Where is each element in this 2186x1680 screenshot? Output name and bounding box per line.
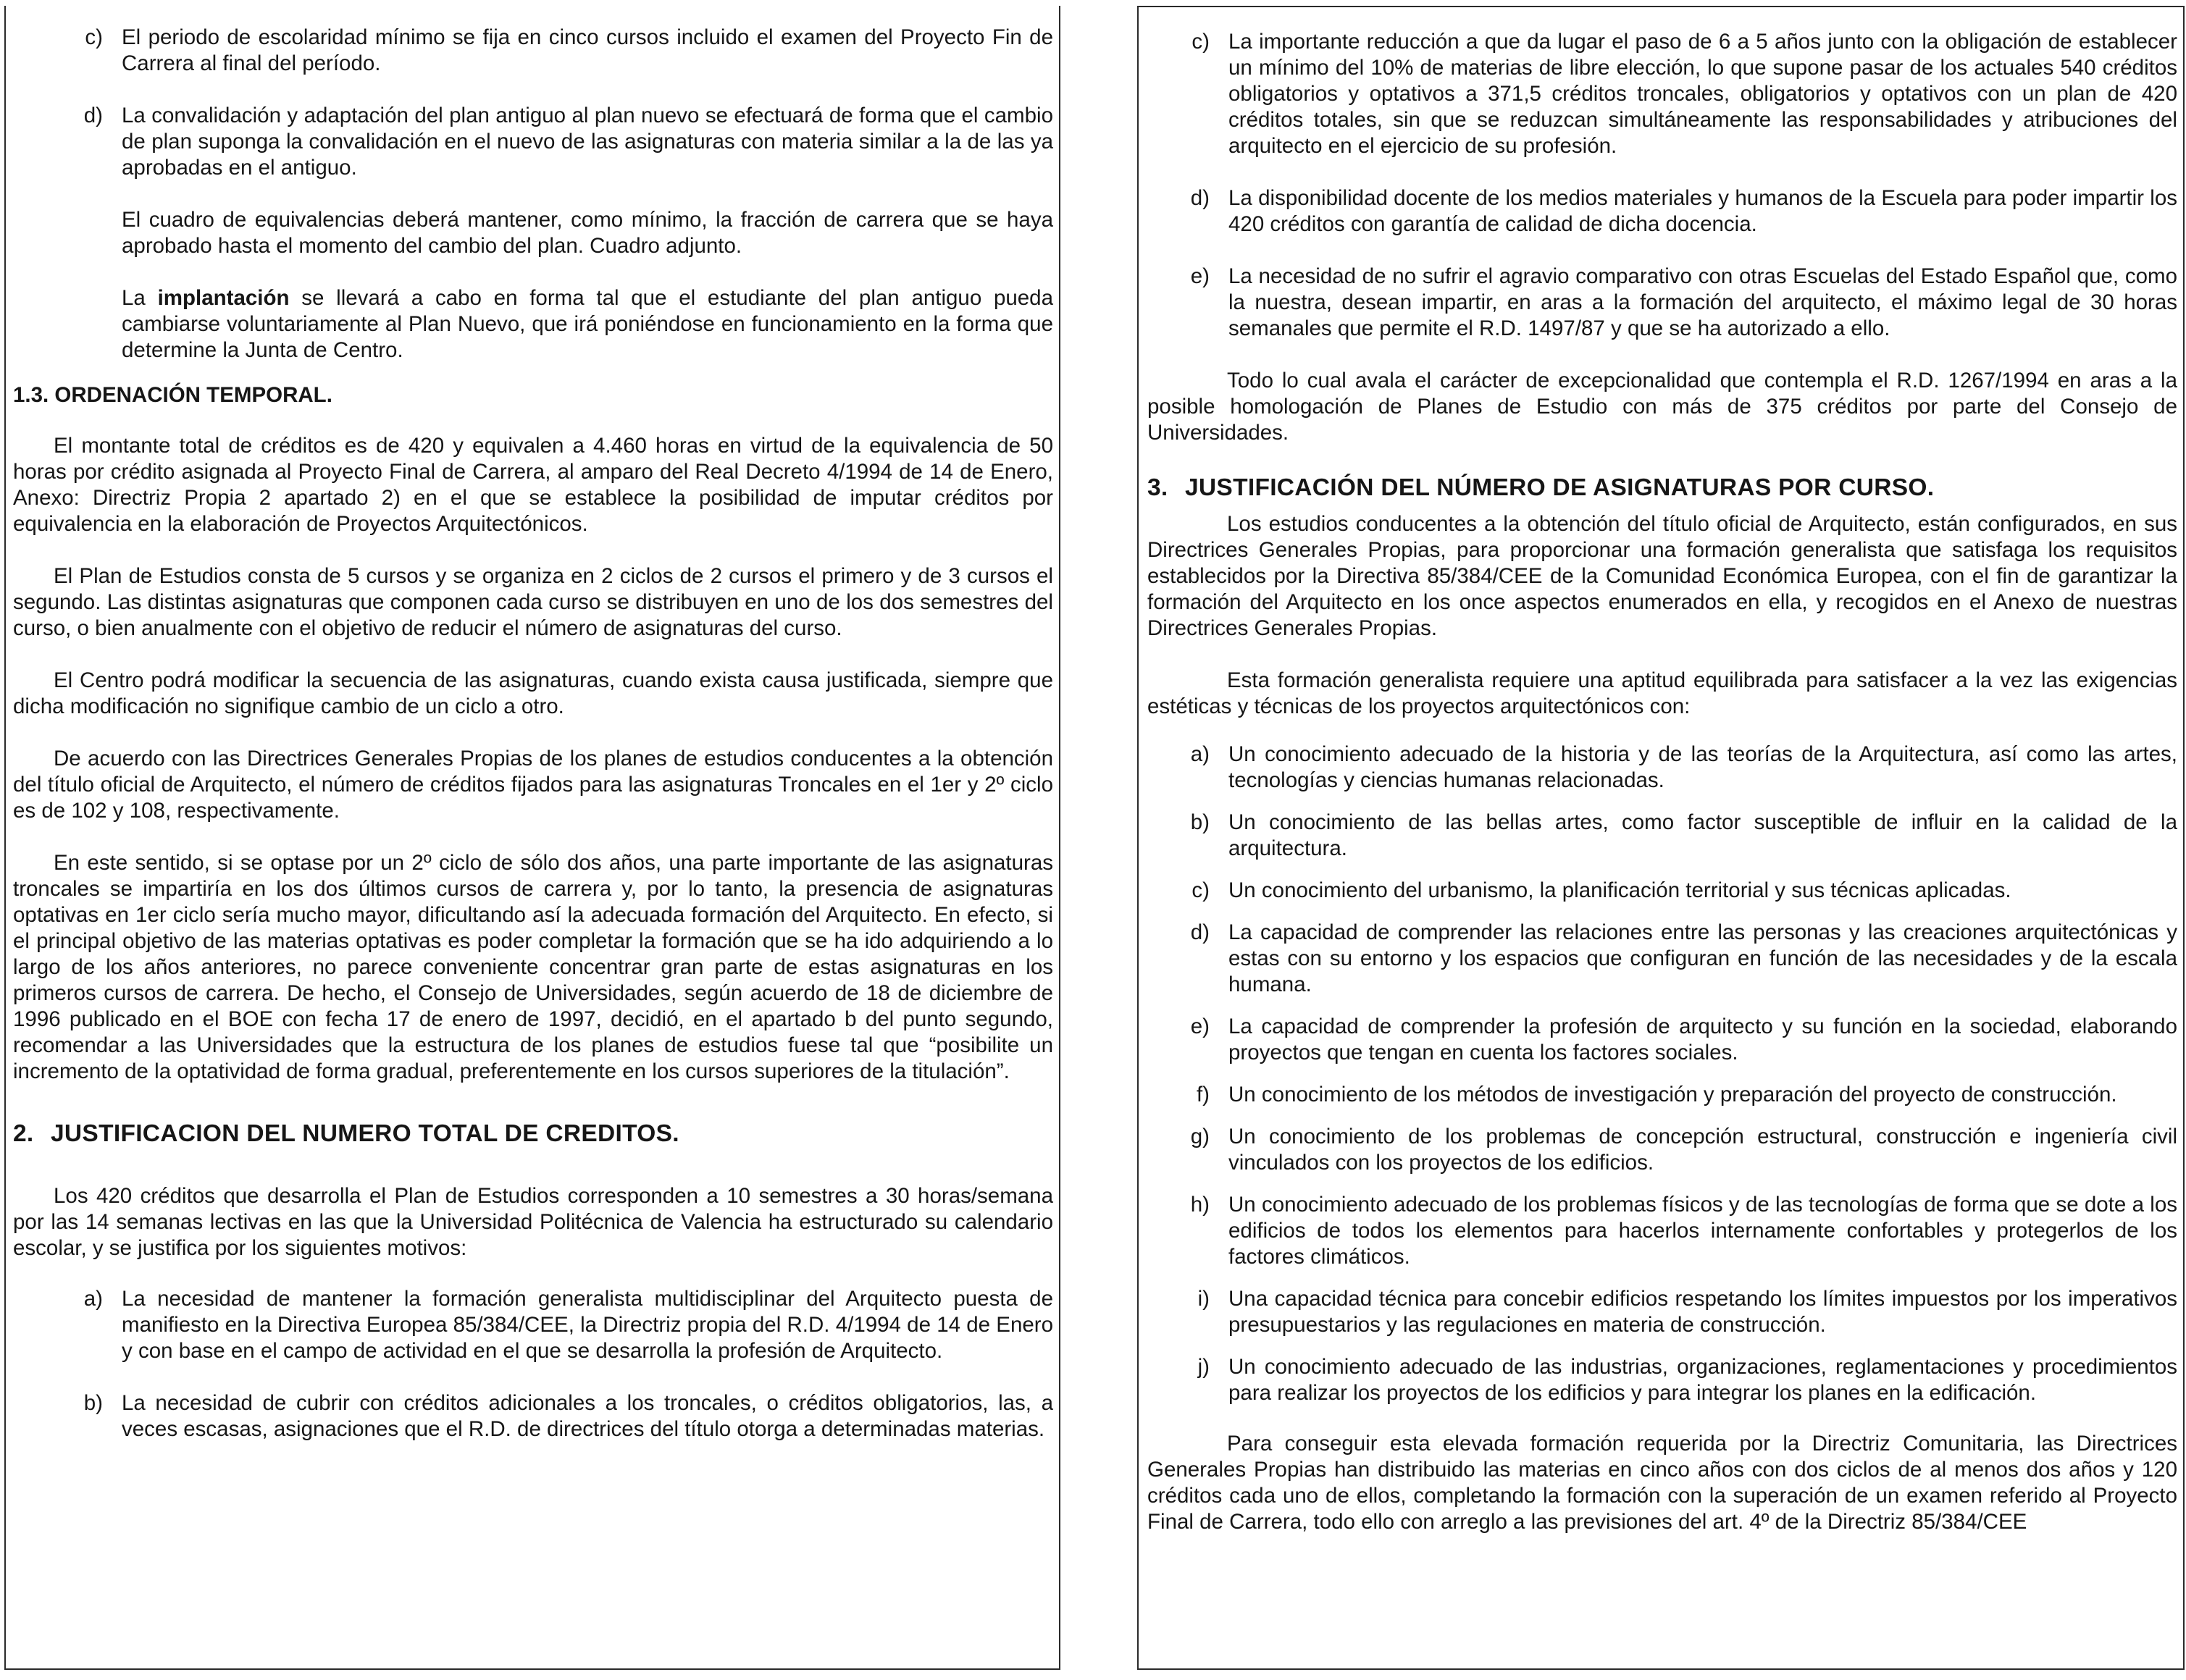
list-text: La importante reducción a que da lugar el paso de 6 a 5 años junto con la obligación de establecer un mínimo del 10% de materias de libre elección, lo que supone pasar de los actuales 540 créditos obligatorios y optativos a 371,5 créditos troncales, obligatorios y optativos con un plan de 420 créditos totales, sin que se reduzcan simultáneamente las responsabilidades y atribuciones del arquitecto en el ejercicio de su profesión. [1228, 30, 2177, 158]
list-item-b [1147, 810, 2177, 862]
left-column [4, 6, 1060, 1670]
list-item-b [13, 1390, 1053, 1442]
list-text: Un conocimiento adecuado de los problemas físicos y de las tecnologías de forma que se dote a los edificios de todos los elementos para hacerlos internamente confortables y protegerlos de los factores climáticos. [1228, 1193, 2177, 1269]
implantacion-paragraph [13, 285, 1053, 364]
list-label: c) [85, 25, 103, 49]
list-label: j) [1197, 1355, 1210, 1379]
paragraph-1-3-4: De acuerdo con las Directrices Generales Propias de los planes de estudios conducentes a la obtención del título oficial de Arquitecto, el número de créditos fijados para las asignaturas Troncales en el 1er y 2º ciclo es de 102 y 108, respectivamente. [13, 747, 1053, 823]
list-item-e [1147, 264, 2177, 342]
list-label: c) [1192, 30, 1210, 54]
section-1-3-heading: 1.3. ORDENACIÓN TEMPORAL. [13, 383, 332, 407]
section-3-number: 3. [1147, 474, 1168, 501]
list-label: b) [1190, 810, 1210, 834]
list-text: La necesidad de no sufrir el agravio comparativo con otras Escuelas del Estado Español que, como la nuestra, desean impartir, en aras a la formación del arquitecto, el máximo legal de 30 horas semanales que permite el R.D. 1497/87 y que se ha autorizado a ello. [1228, 264, 2177, 340]
list-item-a [1147, 742, 2177, 794]
section-2-number: 2. [13, 1120, 34, 1147]
list-item-g [1147, 1124, 2177, 1176]
list-text: Una capacidad técnica para concebir edificios respetando los límites impuestos por los imperativos presupuestarios y las regulaciones en materia de construcción. [1228, 1287, 2177, 1337]
list-text: La capacidad de comprender la profesión de arquitecto y su función en la sociedad, elaborando proyectos que tengan en cuenta los factores sociales. [1228, 1015, 2177, 1064]
paragraph-1-3-1: El montante total de créditos es de 420 y equivalen a 4.460 horas en virtud de la equivalencia de 50 horas por crédito asignada al Proyecto Final de Carrera, al amparo del Real Decreto 4/1994 de 14 de Enero, Anexo: Directriz Propia 2 apartado 2) en el que se establece la posibilidad de imputar créditos por equivalencia en la elaboración de Proyectos Arquitectónicos. [13, 434, 1053, 536]
paragraph-1-3-3: El Centro podrá modificar la secuencia de las asignaturas, cuando exista causa justificada, siempre que dicha modificación no signifique cambio de un ciclo a otro. [13, 668, 1053, 718]
list-label: g) [1190, 1125, 1210, 1148]
list-item-e [1147, 1014, 2177, 1066]
list-label: a) [83, 1287, 103, 1311]
list-item-a [13, 1286, 1053, 1364]
list-label: i) [1197, 1287, 1210, 1311]
section-3-conclusion: Para conseguir esta elevada formación requerida por la Directriz Comunitaria, las Directrices Generales Propias han distribuido las materias en cinco años con dos ciclos de al menos dos años y 120 créditos cada uno de ellos, completando la formación con la superación de un examen referido al Proyecto Final de Carrera, todo ello con arreglo a las previsiones del art. 4º de la Directriz 85/384/CEE [1147, 1432, 2177, 1534]
section-2-conclusion: Todo lo cual avala el carácter de excepcionalidad que contempla el R.D. 1267/1994 en aras a la posible homologación de Planes de Estudio con más de 375 créditos por parte del Consejo de Universidades. [1147, 369, 2177, 445]
list-item-h [1147, 1192, 2177, 1270]
implantacion-rest: se llevará a cabo en forma tal que el estudiante del plan antiguo pueda cambiarse voluntariamente al Plan Nuevo, que irá poniéndose en funcionamiento en la forma que determine la Junta de Centro. [122, 286, 1053, 362]
list-text: La disponibilidad docente de los medios materiales y humanos de la Escuela para poder impartir los 420 créditos con garantía de calidad de dicha docencia. [1228, 186, 2177, 236]
equivalencias-paragraph: El cuadro de equivalencias deberá mantener, como mínimo, la fracción de carrera que se haya aprobado hasta el momento del cambio del plan. Cuadro adjunto. [122, 208, 1053, 258]
section-2-title: JUSTIFICACION DEL NUMERO TOTAL DE CREDITOS. [51, 1120, 679, 1147]
list-text: Un conocimiento adecuado de la historia y de las teorías de la Arquitectura, así como las artes, tecnologías y ciencias humanas relacionadas. [1228, 742, 2177, 792]
list-label: f) [1196, 1083, 1210, 1106]
implantacion-prefix: La [122, 286, 158, 310]
section-3-lead: Esta formación generalista requiere una aptitud equilibrada para satisfacer a la vez las exigencias estéticas y técnicas de los proyectos arquitectónicos con: [1147, 668, 2177, 718]
list-item-j [1147, 1354, 2177, 1406]
list-label: a) [1190, 742, 1210, 766]
section-3-heading [1147, 475, 2177, 501]
list-label: e) [1190, 264, 1210, 288]
section-2-heading [13, 1121, 1053, 1147]
paragraph-1-3-2: El Plan de Estudios consta de 5 cursos y se organiza en 2 ciclos de 2 cursos el primero y de 3 cursos el segundo. Las distintas asignaturas que componen cada curso se distribuyen en uno de los dos semestres del curso, o bien anualmente con el objetivo de reducir el número de asignaturas del curso. [13, 564, 1053, 640]
list-text: Un conocimiento de las bellas artes, como factor susceptible de influir en la calidad de la arquitectura. [1228, 810, 2177, 860]
list-text: La convalidación y adaptación del plan antiguo al plan nuevo se efectuará de forma que el cambio de plan suponga la convalidación en el nuevo de las asignaturas con materia similar a la de las ya aprobadas en el antiguo. [122, 104, 1053, 180]
list-item-c [1147, 29, 2177, 159]
section-3-intro: Los estudios conducentes a la obtención del título oficial de Arquitecto, están configurados, en sus Directrices Generales Propias, para proporcionar una formación generalista que satisfaga los requisitos establecidos por la Directiva 85/384/CEE de la Comunidad Económica Europea, con el fin de garantizar la formación del Arquitecto en los once aspectos enumerados en ella, y recogidos en el Anexo de nuestras Directrices Generales Propias. [1147, 512, 2177, 640]
list-text: El periodo de escolaridad mínimo se fija en cinco cursos incluido el examen del Proyecto Fin de Carrera al final del período. [122, 25, 1053, 75]
list-label: d) [83, 104, 103, 127]
list-text: Un conocimiento del urbanismo, la planificación territorial y sus técnicas aplicadas. [1228, 878, 2011, 902]
list-item-c [1147, 878, 2177, 904]
list-label: b) [83, 1391, 103, 1415]
list-text: La necesidad de cubrir con créditos adicionales a los troncales, o créditos obligatorios, las, a veces escasas, asignaciones que el R.D. de directrices del título otorga a determinadas materias. [122, 1391, 1053, 1441]
list-item-d [1147, 920, 2177, 998]
list-text: La capacidad de comprender las relaciones entre las personas y las creaciones arquitectónicas y estas con su entorno y los espacios que configuran en función de las necesidades y de la escala humana. [1228, 920, 2177, 996]
list-label: e) [1190, 1015, 1210, 1038]
list-item-d [13, 103, 1053, 181]
list-label: h) [1190, 1193, 1210, 1217]
implantacion-bold: implantación [157, 286, 290, 310]
list-item-i [1147, 1286, 2177, 1338]
list-label: d) [1190, 186, 1210, 210]
list-text: Un conocimiento adecuado de las industrias, organizaciones, reglamentaciones y procedimientos para realizar los proyectos de los edificios y para integrar los planes en la edificación. [1228, 1355, 2177, 1405]
section-2-intro: Los 420 créditos que desarrolla el Plan de Estudios corresponden a 10 semestres a 30 horas/semana por las 14 semanas lectivas en las que la Universidad Politécnica de Valencia ha estructurado su calendario escolar, y se justifica por los siguientes motivos: [13, 1184, 1053, 1260]
list-item-c [13, 25, 1053, 77]
list-text: Un conocimiento de los problemas de concepción estructural, construcción e ingeniería civil vinculados con los proyectos de los edificios. [1228, 1125, 2177, 1175]
list-text: La necesidad de mantener la formación generalista multidisciplinar del Arquitecto puesta de manifiesto en la Directiva Europea 85/384/CEE, la Directriz propia del R.D. 4/1994 de 14 de Enero y con base en el campo de actividad en el que se desarrolla la profesión de Arquitecto. [122, 1287, 1053, 1363]
list-label: c) [1192, 878, 1210, 902]
list-label: d) [1190, 920, 1210, 944]
right-column [1137, 6, 2185, 1670]
section-3-title: JUSTIFICACIÓN DEL NÚMERO DE ASIGNATURAS POR CURSO. [1185, 474, 1935, 501]
list-item-f [1147, 1082, 2177, 1108]
list-item-d [1147, 185, 2177, 238]
paragraph-1-3-5: En este sentido, si se optase por un 2º ciclo de sólo dos años, una parte importante de las asignaturas troncales se impartiría en los dos últimos cursos de carrera y, por lo tanto, la presencia de asignaturas optativas en 1er ciclo sería mucho mayor, dificultando así la adecuada formación del Arquitecto. En efecto, si el principal objetivo de las materias optativas es poder completar la formación que se ha ido adquiriendo a lo largo de los años anteriores, no parece conveniente concentrar gran parte de estas asignaturas en los primeros cursos de carrera. De hecho, el Consejo de Universidades, según acuerdo de 18 de diciembre de 1996 publicado en el BOE con fecha 17 de enero de 1997, decidió, en el apartado b del punto segundo, recomendar a las Universidades que la estructura de los planes de estudios fuese tal que “posibilite un incremento de la optatividad de forma gradual, preferentemente en los cursos superiores de la titulación”. [13, 851, 1053, 1083]
list-text: Un conocimiento de los métodos de investigación y preparación del proyecto de construcción. [1228, 1083, 2117, 1106]
